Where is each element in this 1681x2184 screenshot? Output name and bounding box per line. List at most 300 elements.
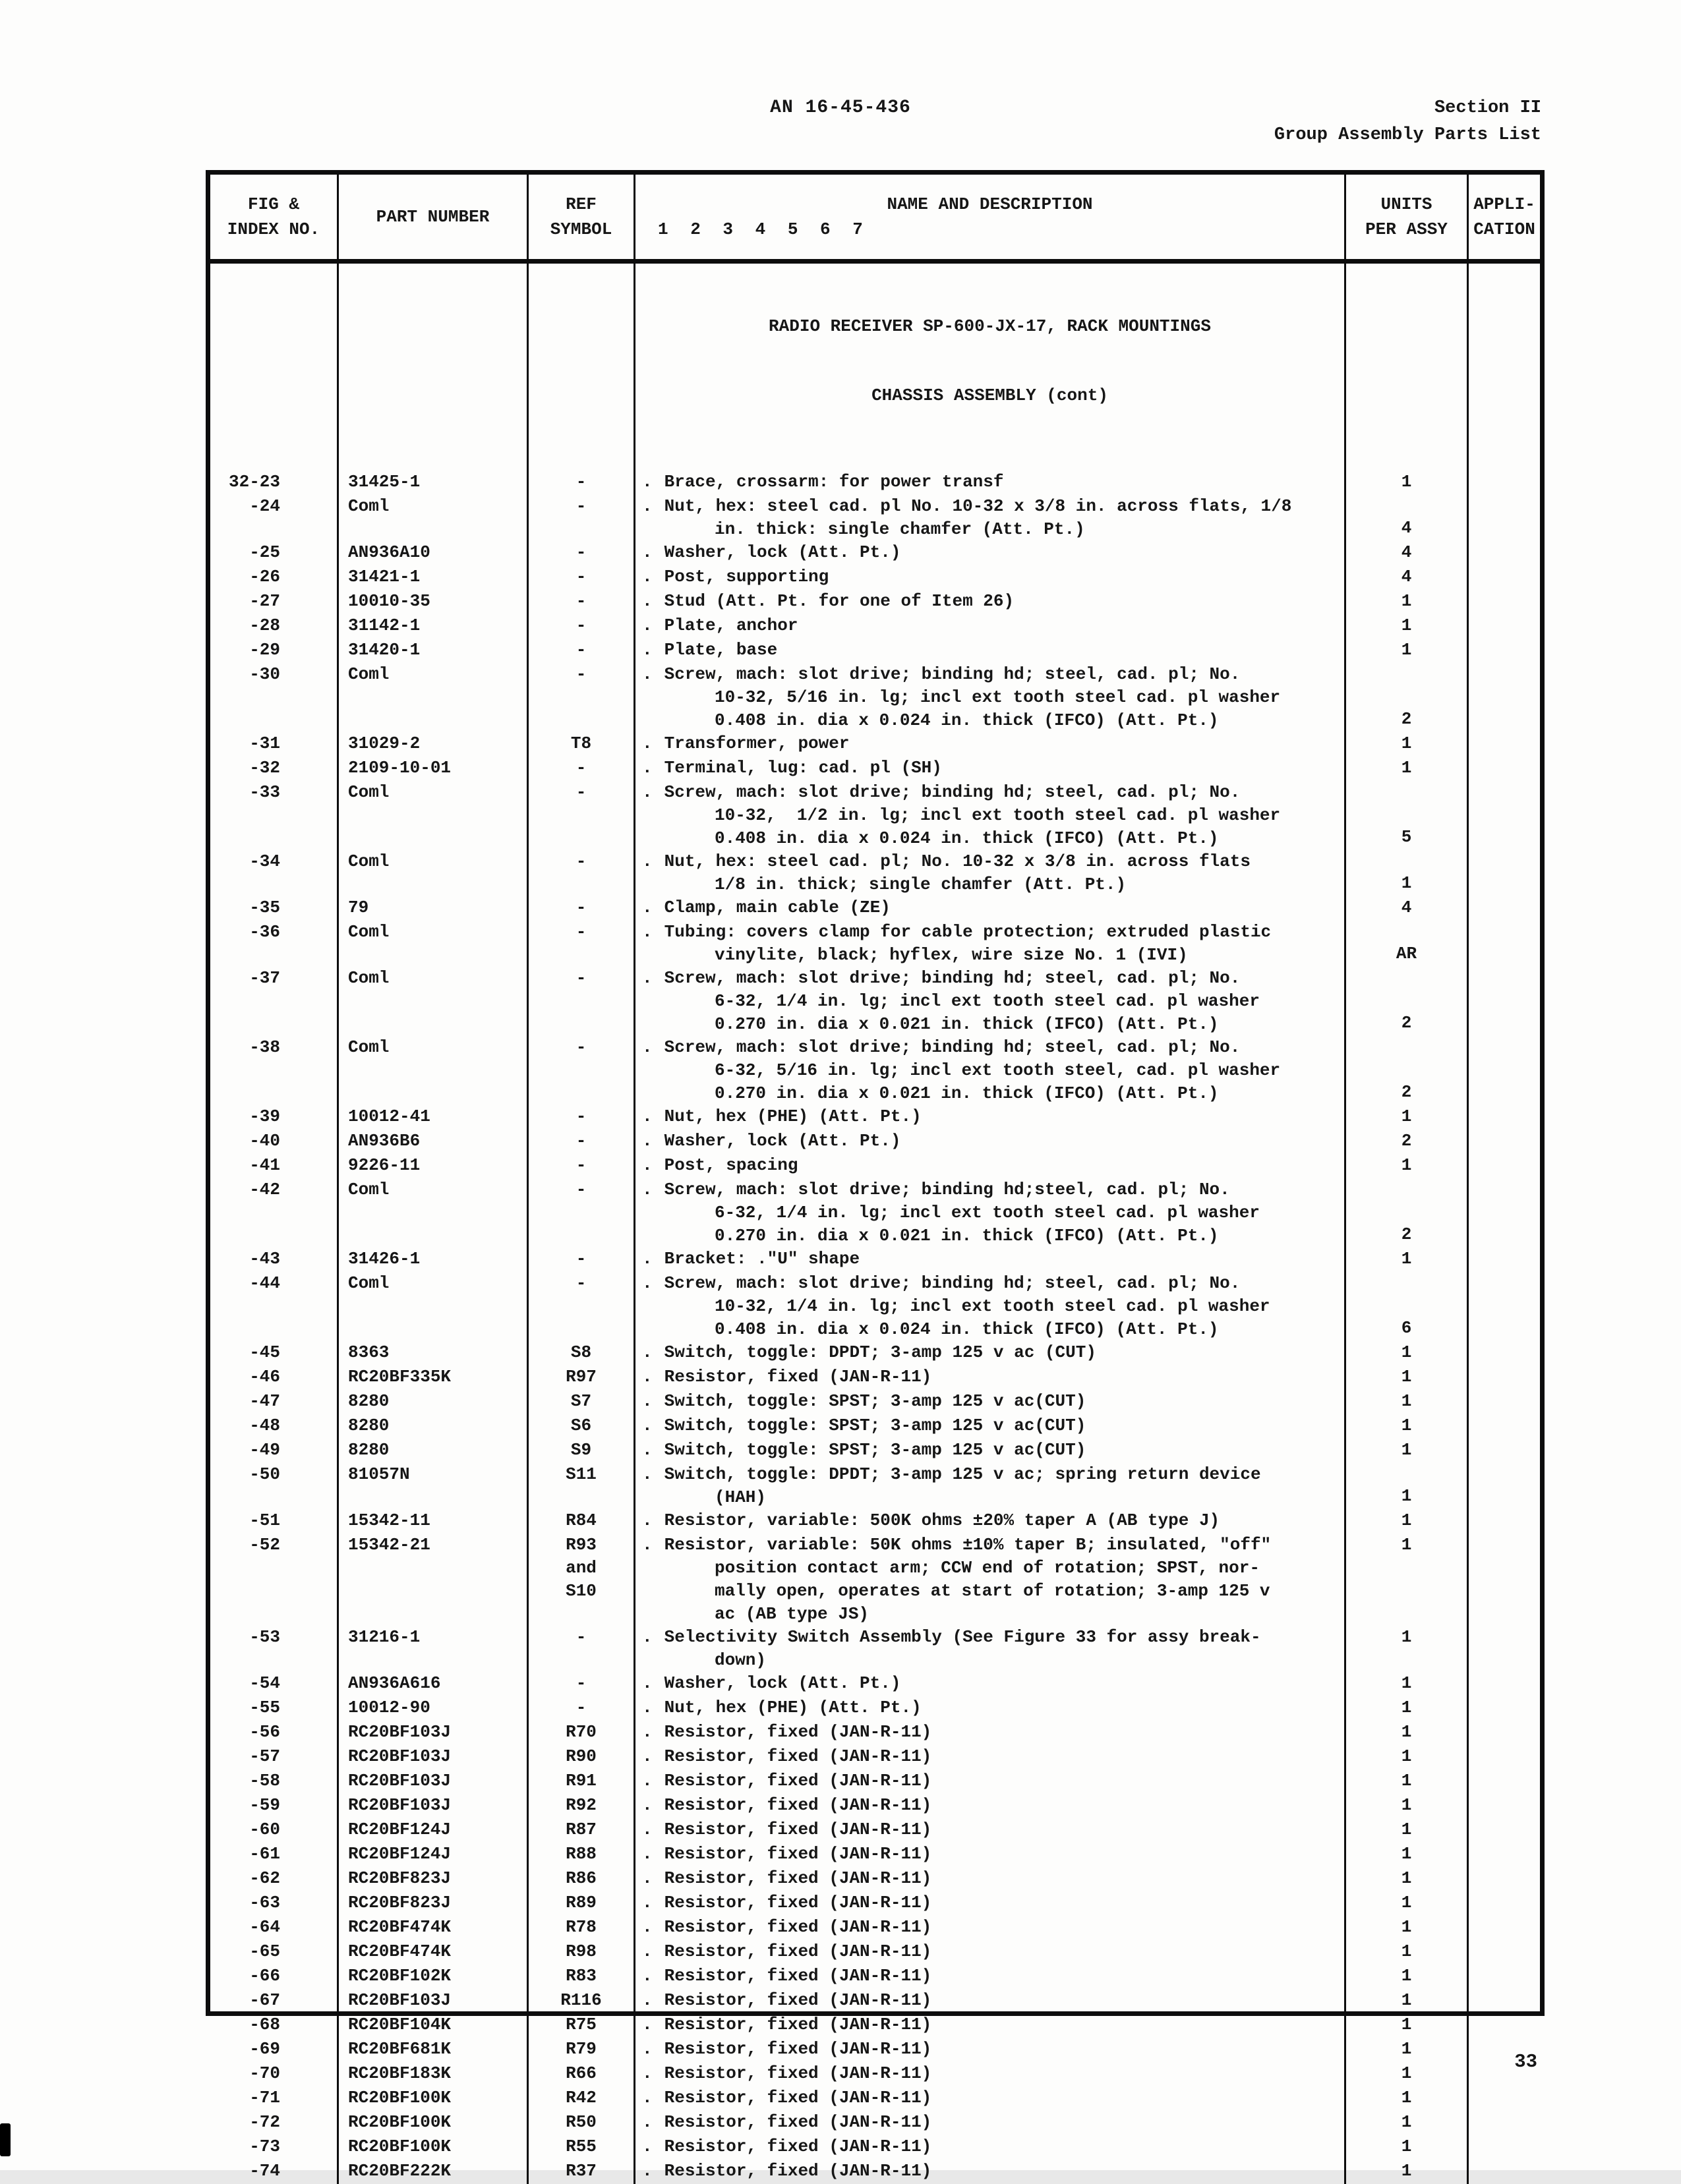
- description-text: Resistor, fixed (JAN-R-11): [664, 1367, 932, 1387]
- units-cell: 2: [1344, 1130, 1467, 1154]
- part-number-cell: RC20BF100K: [337, 2111, 527, 2135]
- description-line: [635, 1154, 1344, 1177]
- application-cell: [1467, 1965, 1540, 1989]
- ref-symbol-cell: [527, 1940, 634, 1965]
- units-cell: 1: [1344, 1390, 1467, 1414]
- units-cell: 5: [1344, 781, 1467, 850]
- description-cell: [634, 1154, 1344, 1178]
- description-cell: [634, 2135, 1344, 2160]
- description-text: Terminal, lug: cad. pl (SH): [664, 758, 942, 778]
- ref-symbol-cell: [527, 2013, 634, 2038]
- table-row: [210, 1940, 1540, 1965]
- units-cell: 1: [1344, 1463, 1467, 1509]
- ref-symbol-cell: [527, 2160, 634, 2184]
- table-row: [210, 1745, 1540, 1769]
- table-row: [210, 2111, 1540, 2135]
- part-number-cell: 10012-41: [337, 1105, 527, 1130]
- description-text: Bracket: ."U" shape: [664, 1249, 860, 1269]
- description-line: [635, 1843, 1344, 1866]
- application-cell: [1467, 2160, 1540, 2184]
- ref-symbol-line: R42: [566, 2088, 597, 2108]
- item-dot: .: [642, 1990, 653, 2010]
- application-cell: [1467, 590, 1540, 614]
- description-line: [635, 1105, 1344, 1128]
- application-cell: [1467, 639, 1540, 663]
- ref-symbol-cell: [527, 1439, 634, 1463]
- item-dot: .: [642, 1868, 653, 1888]
- item-dot: .: [642, 1917, 653, 1937]
- ref-symbol-line: R87: [566, 1820, 597, 1839]
- description-line: [635, 757, 1344, 780]
- ref-symbol-cell: [527, 1509, 634, 1534]
- description-cell: [634, 896, 1344, 921]
- table-row: [210, 2160, 1540, 2184]
- units-cell: 1: [1344, 1365, 1467, 1390]
- application-cell: [1467, 850, 1540, 896]
- application-cell: [1467, 1769, 1540, 1794]
- description-cell: [634, 781, 1344, 850]
- application-cell: [1467, 1891, 1540, 1916]
- ref-symbol-cell: [527, 471, 634, 495]
- fig-index-cell: -30: [249, 664, 280, 684]
- description-text: Post, spacing: [664, 1155, 798, 1175]
- fig-index-cell: -43: [249, 1249, 280, 1269]
- ref-symbol-line: S6: [570, 1416, 592, 1435]
- description-line: 10-32, 1/4 in. lg; incl ext tooth steel cad. pl washer: [715, 1296, 1270, 1316]
- description-line: [635, 1626, 1344, 1649]
- table-row: [210, 1509, 1540, 1534]
- description-text: Screw, mach: slot drive; binding hd; steel, cad. pl; No.: [664, 1273, 1241, 1293]
- item-dot: .: [642, 2015, 653, 2034]
- description-cell: [634, 1989, 1344, 2013]
- description-cell: [634, 1867, 1344, 1891]
- description-text: Resistor, fixed (JAN-R-11): [664, 2161, 932, 2181]
- description-line: vinylite, black; hyflex, wire size No. 1 (IVI): [715, 945, 1188, 965]
- description-text: Switch, toggle: SPST; 3-amp 125 v ac(CUT): [664, 1391, 1086, 1411]
- parts-table: [206, 170, 1545, 2181]
- description-cell: [634, 1843, 1344, 1867]
- table-row: [210, 1626, 1540, 1672]
- description-text: Brace, crossarm: for power transf: [664, 472, 1004, 492]
- fig-index-cell: -55: [249, 1698, 280, 1717]
- description-line: 6-32, 1/4 in. lg; incl ext tooth steel cad. pl washer: [715, 1203, 1260, 1222]
- units-cell: 1: [1344, 757, 1467, 781]
- description-line: [635, 2135, 1344, 2158]
- item-dot: .: [642, 2137, 653, 2156]
- description-line: [635, 1534, 1344, 1557]
- description-line: [635, 1390, 1344, 1413]
- part-number-cell: 15342-21: [337, 1534, 527, 1626]
- part-number-cell: 10012-90: [337, 1696, 527, 1721]
- part-number-cell: RC20BF823J: [337, 1891, 527, 1916]
- ref-symbol-cell: [527, 2038, 634, 2062]
- item-dot: .: [642, 567, 653, 587]
- description-line: [635, 590, 1344, 613]
- fig-index-cell: -67: [249, 1990, 280, 2010]
- part-number-cell: Coml: [337, 967, 527, 1036]
- item-dot: .: [642, 1722, 653, 1742]
- units-cell: 1: [1344, 639, 1467, 663]
- units-cell: 1: [1344, 1439, 1467, 1463]
- ref-symbol-line: -: [575, 851, 587, 871]
- description-line: 10-32, 5/16 in. lg; incl ext tooth steel cad. pl washer: [715, 687, 1281, 707]
- fig-index-cell: -61: [249, 1844, 280, 1864]
- table-row: [210, 2086, 1540, 2111]
- part-number-cell: Coml: [337, 1036, 527, 1105]
- units-cell: 1: [1344, 1940, 1467, 1965]
- fig-index-cell: -62: [249, 1868, 280, 1888]
- units-cell: 1: [1344, 2135, 1467, 2160]
- ref-symbol-line: R89: [566, 1893, 597, 1912]
- description-text: Resistor, fixed (JAN-R-11): [664, 1868, 932, 1888]
- ref-symbol-line: S7: [570, 1391, 592, 1411]
- description-cell: [634, 1965, 1344, 1989]
- description-cell: [634, 2086, 1344, 2111]
- fig-index-cell: -74: [249, 2161, 280, 2181]
- ref-symbol-cell: [527, 1365, 634, 1390]
- part-number-cell: AN936A616: [337, 1672, 527, 1696]
- ref-symbol-line: R83: [566, 1966, 597, 1986]
- ref-symbol-cell: [527, 1036, 634, 1105]
- table-row: [210, 1439, 1540, 1463]
- ref-symbol-line: -: [575, 782, 587, 802]
- part-number-cell: RC20BF335K: [337, 1365, 527, 1390]
- item-dot: .: [642, 640, 653, 660]
- item-dot: .: [642, 496, 653, 516]
- description-text: Resistor, variable: 500K ohms ±20% taper A (AB type J): [664, 1510, 1220, 1530]
- description-text: Washer, lock (Att. Pt.): [664, 542, 901, 562]
- item-dot: .: [642, 664, 653, 684]
- ref-symbol-cell: [527, 967, 634, 1036]
- table-row: [210, 1463, 1540, 1509]
- item-dot: .: [642, 1510, 653, 1530]
- item-dot: .: [642, 2063, 653, 2083]
- part-number-cell: 8280: [337, 1439, 527, 1463]
- fig-index-cell: -73: [249, 2137, 280, 2156]
- description-text: Resistor, fixed (JAN-R-11): [664, 1722, 932, 1742]
- part-number-cell: RC20BF183K: [337, 2062, 527, 2086]
- description-text: Resistor, fixed (JAN-R-11): [664, 2063, 932, 2083]
- description-cell: [634, 1509, 1344, 1534]
- ref-symbol-cell: [527, 1745, 634, 1769]
- table-row: [210, 1154, 1540, 1178]
- group-title-line1: RADIO RECEIVER SP-600-JX-17, RACK MOUNTINGS: [769, 316, 1211, 336]
- ref-symbol-cell: [527, 1105, 634, 1130]
- ref-symbol-cell: [527, 1130, 634, 1154]
- description-line: 0.408 in. dia x 0.024 in. thick (IFCO) (Att. Pt.): [715, 710, 1219, 730]
- ref-symbol-line: -: [575, 616, 587, 635]
- fig-index-cell: -64: [249, 1917, 280, 1937]
- units-cell: 4: [1344, 565, 1467, 590]
- fig-index-cell: -58: [249, 1771, 280, 1791]
- units-cell: 1: [1344, 1154, 1467, 1178]
- description-cell: [634, 1414, 1344, 1439]
- units-cell: 1: [1344, 2038, 1467, 2062]
- ref-symbol-cell: [527, 565, 634, 590]
- units-cell: 1: [1344, 1414, 1467, 1439]
- description-line: [635, 2086, 1344, 2110]
- description-text: Resistor, fixed (JAN-R-11): [664, 2015, 932, 2034]
- table-row: [210, 1696, 1540, 1721]
- item-dot: .: [642, 1966, 653, 1986]
- ref-symbol-line: S10: [566, 1581, 597, 1601]
- item-dot: .: [642, 1820, 653, 1839]
- fig-index-cell: 32-23: [228, 472, 280, 492]
- application-cell: [1467, 1916, 1540, 1940]
- description-text: Plate, base: [664, 640, 778, 660]
- table-row: [210, 921, 1540, 967]
- item-dot: .: [642, 1627, 653, 1647]
- table-row: [210, 565, 1540, 590]
- ref-symbol-cell: [527, 896, 634, 921]
- table-row: [210, 1178, 1540, 1248]
- ref-symbol-line: R116: [560, 1990, 602, 2010]
- description-text: Clamp, main cable (ZE): [664, 898, 891, 917]
- description-line: 0.270 in. dia x 0.021 in. thick (IFCO) (Att. Pt.): [715, 1014, 1219, 1034]
- part-number-cell: RC20BF104K: [337, 2013, 527, 2038]
- fig-index-cell: -29: [249, 640, 280, 660]
- section-subtitle: Group Assembly Parts List: [1274, 125, 1541, 145]
- description-line: in. thick: single chamfer (Att. Pt.): [715, 519, 1085, 539]
- ref-symbol-cell: [527, 1989, 634, 2013]
- application-cell: [1467, 1626, 1540, 1672]
- units-cell: 4: [1344, 495, 1467, 541]
- ref-symbol-cell: [527, 1341, 634, 1365]
- page-header: [0, 92, 1681, 165]
- description-cell: [634, 1940, 1344, 1965]
- description-line: [635, 495, 1344, 518]
- units-cell: 1: [1344, 2111, 1467, 2135]
- ref-symbol-line: -: [575, 1037, 587, 1057]
- ref-symbol-cell: [527, 1672, 634, 1696]
- item-dot: .: [642, 1771, 653, 1791]
- application-cell: [1467, 1365, 1540, 1390]
- application-cell: [1467, 1248, 1540, 1272]
- description-cell: [634, 850, 1344, 896]
- col-header-ref-symbol: REF SYMBOL: [527, 175, 634, 259]
- group-title-line2: CHASSIS ASSEMBLY (cont): [871, 386, 1108, 405]
- ref-symbol-cell: [527, 614, 634, 639]
- item-dot: .: [642, 1342, 653, 1362]
- table-row: [210, 2038, 1540, 2062]
- ref-symbol-cell: [527, 850, 634, 896]
- ref-symbol-cell: [527, 1414, 634, 1439]
- description-cell: [634, 541, 1344, 565]
- item-dot: .: [642, 1941, 653, 1961]
- description-text: Switch, toggle: SPST; 3-amp 125 v ac(CUT): [664, 1440, 1086, 1460]
- description-cell: [634, 2062, 1344, 2086]
- ref-symbol-cell: [527, 732, 634, 757]
- table-body: [210, 264, 1540, 2181]
- application-cell: [1467, 2111, 1540, 2135]
- indent-scale: 1 2 3 4 5 6 7: [658, 219, 863, 239]
- item-dot: .: [642, 1273, 653, 1293]
- ref-symbol-cell: [527, 495, 634, 541]
- description-line: down): [715, 1650, 767, 1670]
- part-number-cell: 31216-1: [337, 1626, 527, 1672]
- units-cell: 1: [1344, 1916, 1467, 1940]
- ref-symbol-cell: [527, 2086, 634, 2111]
- fig-index-cell: -59: [249, 1795, 280, 1815]
- ref-symbol-line: -: [575, 1180, 587, 1199]
- fig-index-cell: -34: [249, 851, 280, 871]
- application-cell: [1467, 1721, 1540, 1745]
- description-cell: [634, 1534, 1344, 1626]
- application-cell: [1467, 1696, 1540, 1721]
- item-dot: .: [642, 1037, 653, 1057]
- application-cell: [1467, 1130, 1540, 1154]
- description-text: Plate, anchor: [664, 616, 798, 635]
- ref-symbol-line: R78: [566, 1917, 597, 1937]
- table-row: [210, 1105, 1540, 1130]
- fig-index-cell: -68: [249, 2015, 280, 2034]
- item-dot: .: [642, 1535, 653, 1555]
- description-cell: [634, 1248, 1344, 1272]
- application-cell: [1467, 495, 1540, 541]
- ref-symbol-line: -: [575, 542, 587, 562]
- ref-symbol-line: -: [575, 640, 587, 660]
- description-line: [635, 921, 1344, 944]
- application-cell: [1467, 1745, 1540, 1769]
- fig-index-cell: -48: [249, 1416, 280, 1435]
- application-cell: [1467, 2086, 1540, 2111]
- units-cell: 1: [1344, 732, 1467, 757]
- ref-symbol-cell: [527, 1769, 634, 1794]
- table-row: [210, 850, 1540, 896]
- ref-symbol-cell: [527, 541, 634, 565]
- units-cell: 1: [1344, 2086, 1467, 2111]
- ref-symbol-line: T8: [570, 733, 592, 753]
- item-dot: .: [642, 733, 653, 753]
- section-block: [1274, 95, 1541, 149]
- fig-index-cell: -36: [249, 922, 280, 942]
- ref-symbol-line: S9: [570, 1440, 592, 1460]
- units-cell: 2: [1344, 1036, 1467, 1105]
- application-cell: [1467, 1794, 1540, 1818]
- ref-symbol-line: R37: [566, 2161, 597, 2181]
- description-line: 6-32, 5/16 in. lg; incl ext tooth steel, cad. pl washer: [715, 1060, 1281, 1080]
- part-number-cell: 31421-1: [337, 565, 527, 590]
- description-cell: [634, 1439, 1344, 1463]
- description-line: [635, 1794, 1344, 1817]
- part-number-cell: Coml: [337, 781, 527, 850]
- units-cell: 1: [1344, 2013, 1467, 2038]
- fig-index-cell: -28: [249, 616, 280, 635]
- description-line: [635, 732, 1344, 755]
- table-row: [210, 1794, 1540, 1818]
- fig-index-cell: -40: [249, 1131, 280, 1151]
- description-cell: [634, 1390, 1344, 1414]
- ref-symbol-cell: [527, 2135, 634, 2160]
- units-cell: 1: [1344, 1769, 1467, 1794]
- description-line: [635, 2062, 1344, 2085]
- application-cell: [1467, 1509, 1540, 1534]
- col-header-application: APPLI- CATION: [1467, 175, 1540, 259]
- ref-symbol-line: -: [575, 1249, 587, 1269]
- table-row: [210, 757, 1540, 781]
- description-line: [635, 1463, 1344, 1486]
- ref-symbol-cell: [527, 1154, 634, 1178]
- ref-symbol-line: -: [575, 1131, 587, 1151]
- application-cell: [1467, 781, 1540, 850]
- description-cell: [634, 565, 1344, 590]
- table-row: [210, 1672, 1540, 1696]
- item-dot: .: [642, 1416, 653, 1435]
- part-number-cell: RC20BF103J: [337, 1769, 527, 1794]
- item-dot: .: [642, 2161, 653, 2181]
- application-cell: [1467, 896, 1540, 921]
- description-line: [635, 1341, 1344, 1364]
- table-row: [210, 1414, 1540, 1439]
- part-number-cell: RC20BF103J: [337, 1745, 527, 1769]
- item-dot: .: [642, 1673, 653, 1693]
- description-line: [635, 1745, 1344, 1768]
- table-row: [210, 1843, 1540, 1867]
- description-line: [635, 1509, 1344, 1532]
- units-cell: 1: [1344, 1248, 1467, 1272]
- units-cell: 1: [1344, 2062, 1467, 2086]
- description-line: [635, 639, 1344, 662]
- description-line: [635, 471, 1344, 494]
- units-cell: 1: [1344, 1843, 1467, 1867]
- col-header-name-description: NAME AND DESCRIPTION 1 2 3 4 5 6 7: [634, 175, 1344, 259]
- description-cell: [634, 1794, 1344, 1818]
- part-number-cell: 31420-1: [337, 639, 527, 663]
- table-row: [210, 2062, 1540, 2086]
- fig-index-cell: -63: [249, 1893, 280, 1912]
- part-number-cell: Coml: [337, 850, 527, 896]
- units-cell: 1: [1344, 1696, 1467, 1721]
- doc-number: AN 16-45-436: [770, 98, 911, 118]
- description-line: 0.408 in. dia x 0.024 in. thick (IFCO) (Att. Pt.): [715, 828, 1219, 848]
- description-text: Nut, hex (PHE) (Att. Pt.): [664, 1106, 922, 1126]
- fig-index-cell: -31: [249, 733, 280, 753]
- table-row: [210, 1341, 1540, 1365]
- item-dot: .: [642, 1180, 653, 1199]
- table-row: [210, 1365, 1540, 1390]
- part-number-cell: AN936A10: [337, 541, 527, 565]
- table-row: [210, 1769, 1540, 1794]
- fig-index-cell: -60: [249, 1820, 280, 1839]
- part-number-cell: RC20BF124J: [337, 1818, 527, 1843]
- ref-symbol-line: R93: [566, 1535, 597, 1555]
- ref-symbol-line: S8: [570, 1342, 592, 1362]
- description-text: Washer, lock (Att. Pt.): [664, 1673, 901, 1693]
- part-number-cell: 31426-1: [337, 1248, 527, 1272]
- units-cell: 1: [1344, 1891, 1467, 1916]
- description-text: Screw, mach: slot drive; binding hd; steel, cad. pl; No.: [664, 664, 1241, 684]
- ref-symbol-line: R90: [566, 1746, 597, 1766]
- part-number-cell: 81057N: [337, 1463, 527, 1509]
- description-cell: [634, 1272, 1344, 1341]
- ref-symbol-line: -: [575, 1627, 587, 1647]
- ref-symbol-cell: [527, 2111, 634, 2135]
- ref-symbol-line: R84: [566, 1510, 597, 1530]
- description-line: position contact arm; CCW end of rotation; SPST, nor-: [715, 1558, 1260, 1578]
- description-line: 0.270 in. dia x 0.021 in. thick (IFCO) (Att. Pt.): [715, 1226, 1219, 1246]
- part-number-cell: RC20BF681K: [337, 2038, 527, 2062]
- description-text: Resistor, fixed (JAN-R-11): [664, 1795, 932, 1815]
- description-text: Washer, lock (Att. Pt.): [664, 1131, 901, 1151]
- ref-symbol-line: R92: [566, 1795, 597, 1815]
- item-dot: .: [642, 1155, 653, 1175]
- table-row: [210, 1248, 1540, 1272]
- part-number-cell: RC20BF103J: [337, 1989, 527, 2013]
- item-dot: .: [642, 1795, 653, 1815]
- description-cell: [634, 1626, 1344, 1672]
- table-row: [210, 495, 1540, 541]
- table-row: [210, 590, 1540, 614]
